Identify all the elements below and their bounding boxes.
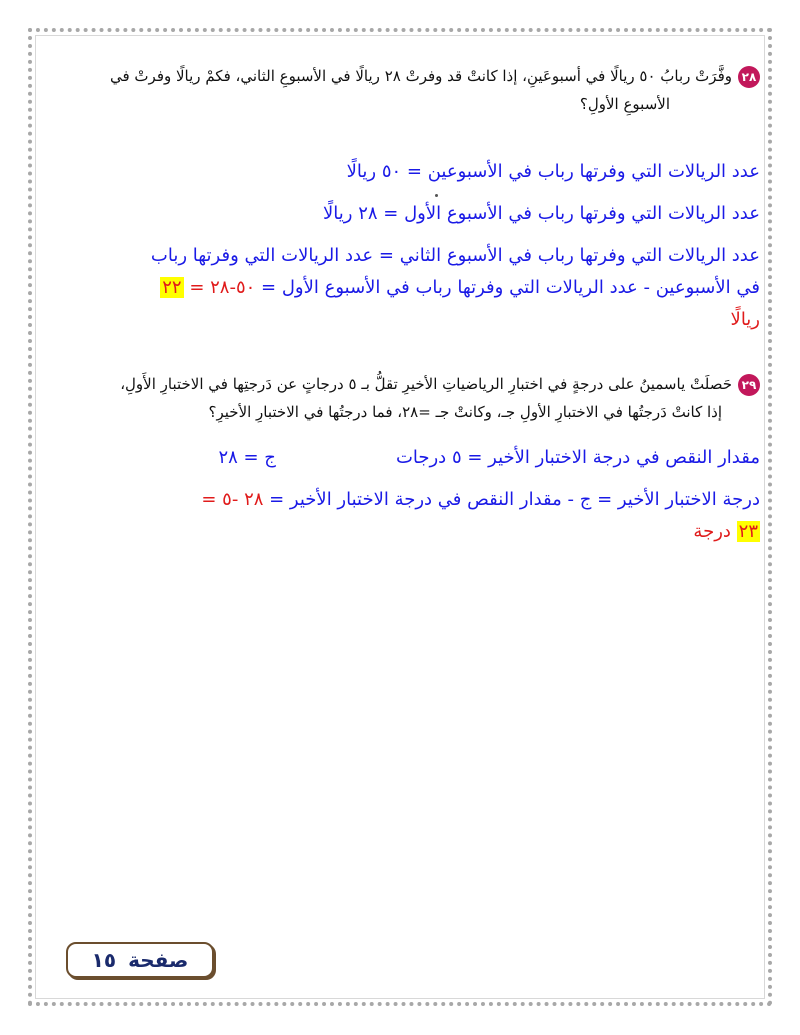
answer-29-unit: درجة: [693, 521, 731, 542]
question-28-line1: وفَّرَتْ ربابُ ٥٠ ريالًا في أسبوعَينِ، إذا كانتْ قد وفرتْ ٢٨ ريالًا في الأسبوعِ الثاني، فكمْ ريالًا وفرتْ في: [109, 67, 732, 85]
question-29-line2: إذا كانتْ دَرجتُها في الاختبارِ الأولِ جـ، وكانتْ جـ =٢٨، فما درجتُها في الاختبارِ الأخيرِ؟: [208, 403, 722, 421]
answer-28-line1: عدد الريالات التي وفرتها رباب في الأسبوعين = ٥٠ ريالًا: [346, 161, 760, 182]
answer-28-calc: ٥٠-٢٨ =: [183, 277, 256, 298]
answer-28-unit: ريالًا: [730, 309, 760, 330]
question-29: [40, 370, 760, 426]
question-29-line1: حَصلَتْ ياسمينُ على درجةٍ في اختبارِ الرياضياتِ الأخيرِ تقلُّ بـ ٥ درجاتٍ عن دَرجتِها في الاختبارِ الأَولِ،: [120, 375, 732, 393]
answer-29-calc: ٢٨ -٥ =: [201, 489, 264, 510]
worksheet-content: [40, 62, 760, 548]
answer-29-formula: درجة الاختبار الأخير = ج - مقدار النقص في درجة الاختبار الأخير =: [263, 489, 760, 510]
answer-29-line1: [40, 442, 760, 474]
page-number: ١٥: [91, 948, 117, 972]
question-number-badge: ٢٨: [738, 66, 760, 88]
answer-28-line3: [40, 240, 760, 336]
answer-29-line2: [40, 484, 760, 548]
question-29-text: [40, 370, 760, 398]
answer-28-line2: عدد الريالات التي وفرتها رباب في الأسبوع الأول = ٢٨ ريالًا: [323, 203, 760, 224]
answer-28-line3b: في الأسبوعين - عدد الريالات التي وفرتها رباب في الأسبوع الأول =: [255, 277, 760, 298]
question-28-line2: الأسبوعِ الأولِ؟: [579, 95, 670, 113]
answer-29-given: ج = ٢٨: [218, 447, 276, 468]
question-28: [40, 62, 760, 118]
answer-29-reduction: مقدار النقص في درجة الاختبار الأخير = ٥ درجات: [395, 447, 760, 468]
answer-28-result: ٢٢: [162, 277, 182, 298]
answer-29-result: ٢٣: [738, 521, 758, 542]
question-number-badge: ٢٩: [738, 374, 760, 396]
answer-28-line3a: عدد الريالات التي وفرتها رباب في الأسبوع الثاني = عدد الريالات التي وفرتها رباب: [150, 245, 760, 266]
page-label: صفحة: [128, 948, 189, 972]
question-28-text: [40, 62, 760, 90]
page-number-badge: [66, 942, 214, 978]
stray-dot: [435, 194, 438, 197]
